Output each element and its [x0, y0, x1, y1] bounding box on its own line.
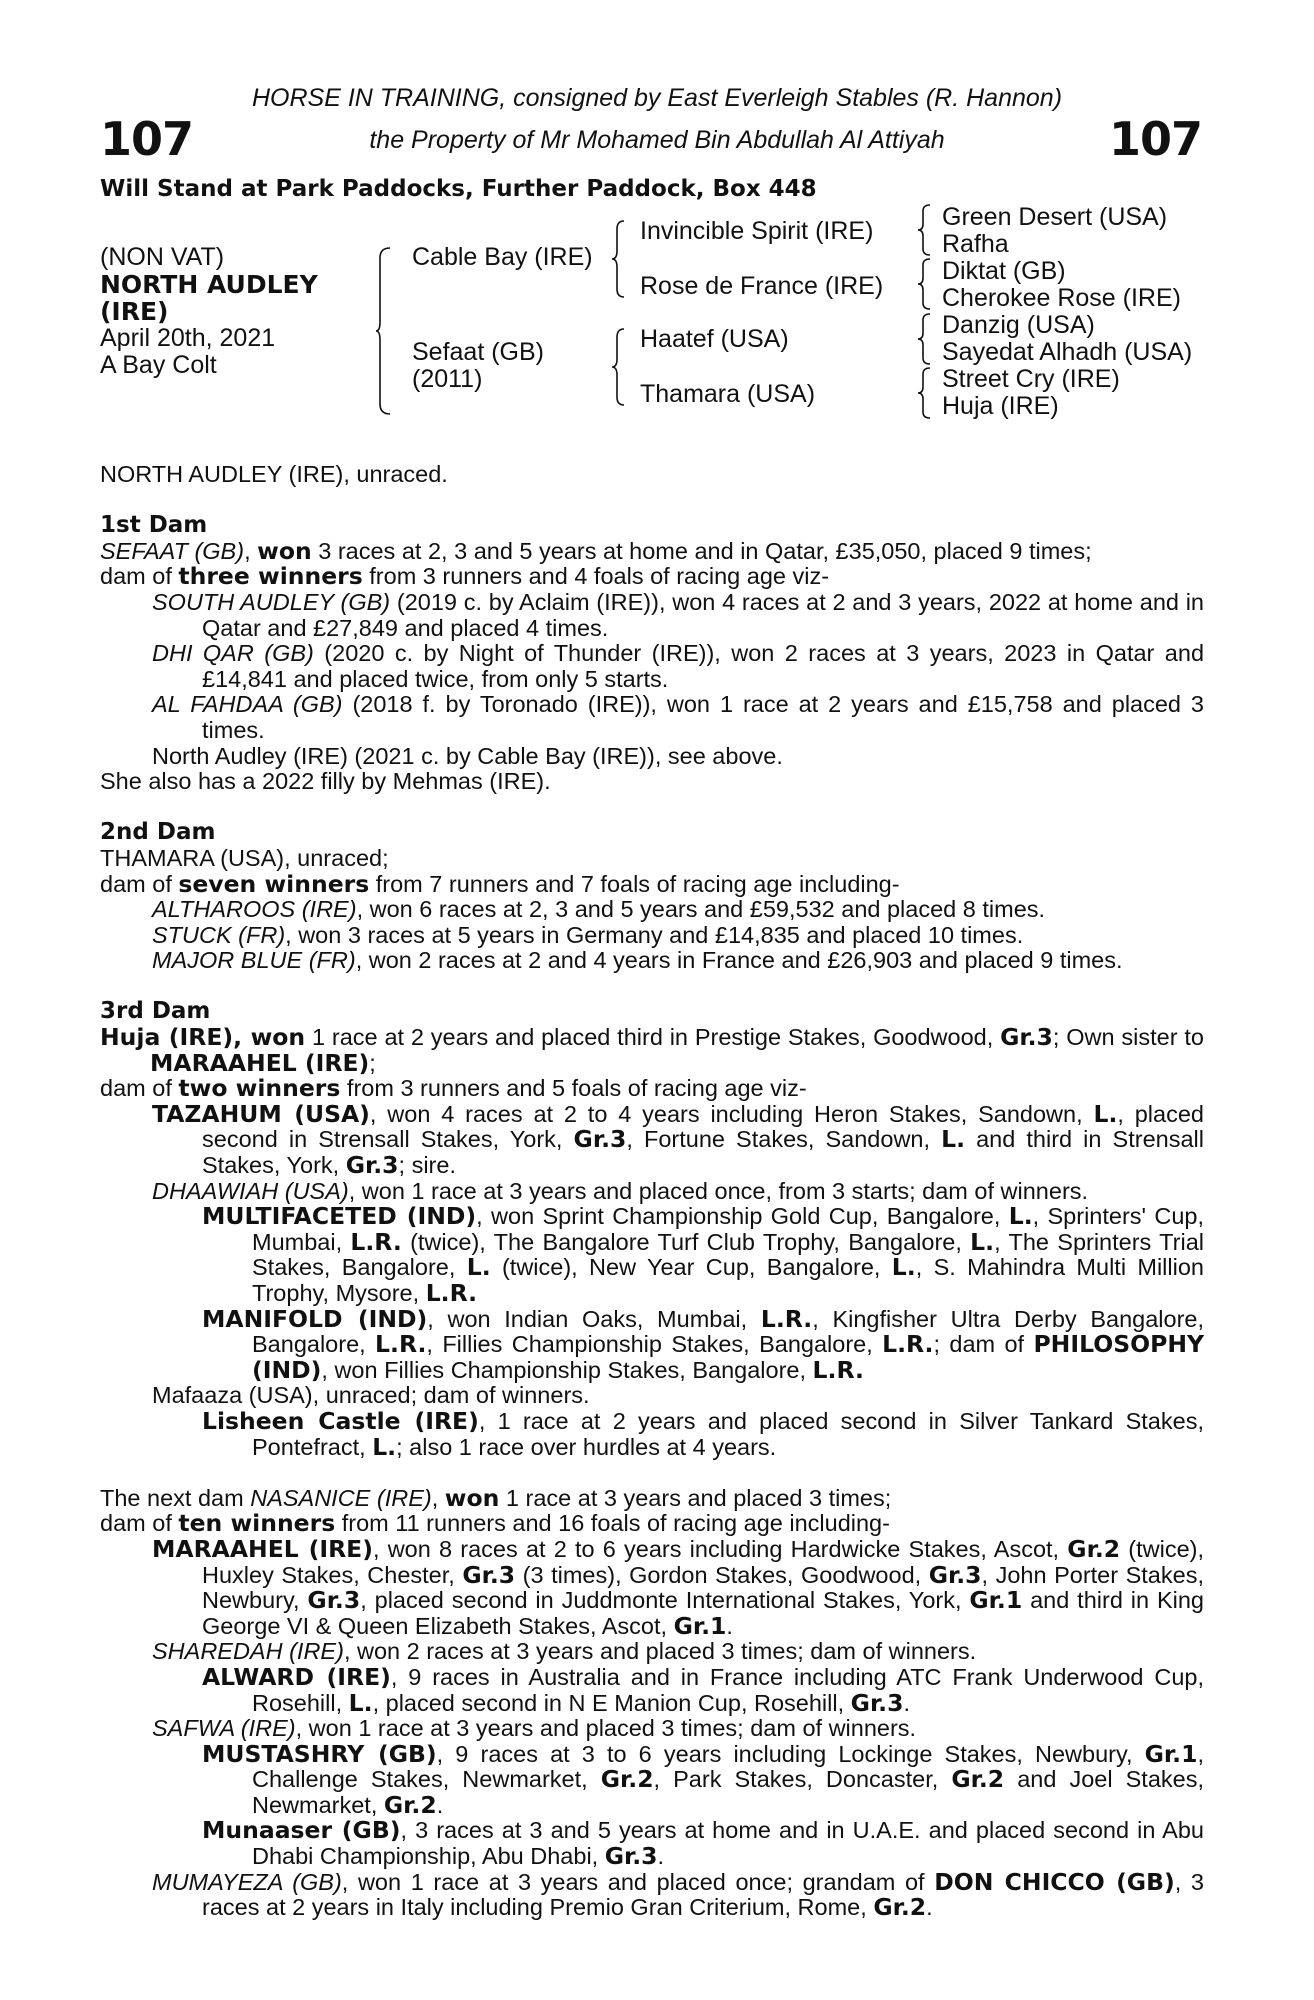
g2-brace	[918, 257, 934, 311]
text: from 3 runners and 5 foals of racing age viz-	[340, 1075, 807, 1102]
grade-label: L.	[348, 1688, 373, 1717]
text: , won 1 race at 3 years and placed once; grandam of	[341, 1868, 935, 1895]
record-text: (2019 c. by Aclaim (IRE)), won 4 races at 2 and 3 years, 2022 at home and in Qatar and £27,849 and placed 4 times.	[202, 588, 1204, 641]
lot-number-left: 107	[100, 112, 194, 166]
text: ; also 1 race over hurdles at 4 years.	[396, 1433, 777, 1460]
horse-name: NASANICE (IRE)	[250, 1484, 432, 1511]
grade-label: Gr.3	[850, 1688, 904, 1717]
produce-stuck	[100, 923, 1204, 949]
grade-label: L.	[372, 1432, 397, 1461]
text: , won 1 race at 3 years and placed once, from 3 starts; dam of winners.	[348, 1177, 1089, 1204]
text: ;	[369, 1049, 376, 1076]
grade-label: Gr.1	[673, 1611, 727, 1640]
record-text: , won 3 races at 5 years in Germany and £14,835 and placed 10 times.	[285, 921, 1024, 948]
grade-label: Gr.3	[1000, 1023, 1053, 1052]
gen3-6: Sayedat Alhadh (USA)	[942, 338, 1193, 366]
grade-label: L.R.	[375, 1330, 427, 1359]
produce-safwa	[100, 1716, 1204, 1742]
text: (twice), The Bangalore Turf Club Trophy, Bangalore,	[401, 1228, 971, 1255]
winners-count: three winners	[178, 562, 363, 591]
first-dam-also: She also has a 2022 filly by Mehmas (IRE).	[100, 768, 551, 795]
grade-label: L.	[1093, 1099, 1118, 1128]
winners-count: ten winners	[178, 1509, 336, 1538]
text: dam of	[100, 870, 179, 897]
horse-name: SHAREDAH (IRE)	[152, 1638, 344, 1665]
text: , won Sprint Championship Gold Cup, Bangalore,	[476, 1203, 1009, 1230]
grade-label: L.	[970, 1227, 995, 1256]
grade-label: Gr.1	[1144, 1739, 1198, 1768]
grade-label: L.R.	[425, 1279, 478, 1307]
horse-name: MUMAYEZA (GB)	[152, 1868, 342, 1895]
text: , Kingfisher Ultra Derby Bangalore, Bangalore,	[252, 1305, 1204, 1358]
grade-label: Gr.3	[928, 1560, 982, 1589]
produce-munaaser	[100, 1818, 1204, 1869]
text: and third in Strensall Stakes, York,	[202, 1126, 1204, 1179]
grade-label: Gr.2	[1067, 1534, 1121, 1563]
sire-line-brace	[612, 219, 628, 299]
text: .	[926, 1894, 933, 1921]
text: , placed second in Strensall Stakes, York,	[202, 1100, 1204, 1153]
grade-label: L.R.	[812, 1355, 864, 1384]
produce-manifold	[100, 1304, 1205, 1384]
horse-name: MUSTASHRY (GB)	[202, 1739, 437, 1768]
text: (twice), New Year Cup, Bangalore,	[490, 1254, 892, 1281]
produce-maraahel	[100, 1534, 1205, 1640]
grade-label: Gr.3	[573, 1125, 627, 1154]
horse-name: DON CHICCO (GB)	[934, 1867, 1175, 1896]
produce-al-fahdaa	[100, 692, 1204, 743]
horse-name: SAFWA (IRE)	[152, 1715, 296, 1742]
produce-dhi-qar	[100, 641, 1204, 692]
text: , placed second in N E Manion Cup, Rosehill,	[372, 1689, 851, 1716]
gen3-5: Danzig (USA)	[942, 311, 1095, 339]
section-gap	[100, 1460, 1204, 1486]
produce-lisheen-castle	[100, 1406, 1204, 1461]
won-label: , won	[233, 1023, 306, 1052]
text: , placed second in Juddmonte International Stakes, York,	[360, 1587, 970, 1614]
text: , 9 races at 3 to 6 years including Lockinge Stakes, Newbury,	[436, 1740, 1145, 1767]
text: , John Porter Stakes, Newbury,	[202, 1561, 1204, 1614]
second-dam-line: THAMARA (USA), unraced;	[100, 844, 389, 871]
gen3-2: Rafha	[942, 230, 1009, 258]
gen3-8: Huja (IRE)	[942, 392, 1059, 420]
produce-altharoos	[100, 897, 1204, 923]
text: , 1 race at 2 years and placed second in Silver Tankard Stakes, Pontefract,	[252, 1407, 1204, 1460]
dam-sire: Haatef (USA)	[640, 325, 789, 353]
second-dam-heading: 2nd Dam	[100, 819, 216, 846]
grade-label: L.	[941, 1125, 966, 1154]
text: (3 times), Gordon Stakes, Goodwood,	[515, 1561, 929, 1588]
text: The next dam	[100, 1484, 251, 1511]
grade-label: Gr.1	[969, 1586, 1023, 1615]
first-dam-name: SEFAAT (GB)	[100, 537, 245, 564]
g3-brace	[918, 312, 934, 366]
text: , won 2 races at 3 years and placed 3 times; dam of winners.	[343, 1638, 977, 1665]
first-dam-produce-summary	[100, 564, 1204, 590]
record-text: 3 races at 2, 3 and 5 years at home and in Qatar, £35,050, placed 9 times;	[311, 537, 1092, 564]
text: ; Own sister to	[1052, 1024, 1204, 1051]
g4-brace	[918, 366, 934, 420]
text: .	[903, 1689, 910, 1716]
produce-mustashry	[100, 1739, 1204, 1819]
text: dam of	[100, 1510, 179, 1537]
next-dam-record	[100, 1483, 1204, 1512]
horse-name: MARAAHEL (IRE)	[152, 1534, 373, 1563]
text: , Fortune Stakes, Sandown,	[626, 1126, 942, 1153]
horse-name: Huja (IRE)	[100, 1023, 234, 1052]
text: , 9 races in Australia and in France including ATC Frank Underwood Cup, Rosehill,	[252, 1663, 1205, 1716]
dam-line-brace	[612, 327, 628, 407]
first-dam-heading: 1st Dam	[100, 512, 208, 539]
grade-label: L.R.	[882, 1330, 934, 1359]
text: , won 4 races at 2 to 4 years including Heron Stakes, Sandown,	[369, 1100, 1094, 1127]
next-dam-produce-summary	[100, 1511, 1204, 1537]
catalogue-body	[100, 462, 1204, 1921]
horse-name: STUCK (FR)	[152, 921, 286, 948]
third-dam-produce-summary	[100, 1076, 1204, 1102]
won-label: won	[257, 536, 312, 565]
text: , Challenge Stakes, Newmarket,	[252, 1740, 1204, 1793]
grade-label: Gr.3	[307, 1586, 361, 1615]
owner-line: the Property of Mr Mohamed Bin Abdullah Al Attiyah	[369, 126, 945, 154]
grade-label: Gr.3	[462, 1560, 516, 1589]
dam-dam: Thamara (USA)	[640, 380, 816, 408]
dam-year: (2011)	[412, 365, 483, 393]
g1-brace	[918, 203, 934, 257]
produce-mumayeza	[100, 1867, 1204, 1922]
text: , won 1 race at 3 years and placed 3 times; dam of winners.	[295, 1715, 917, 1742]
gen3-7: Street Cry (IRE)	[942, 365, 1120, 393]
text: , Fillies Championship Stakes, Bangalore,	[426, 1331, 883, 1358]
consignor-line: HORSE IN TRAINING, consigned by East Everleigh Stables (R. Hannon)	[251, 84, 1063, 112]
horse-name: Lisheen Castle (IRE)	[202, 1406, 479, 1435]
grade-label: L.	[466, 1253, 491, 1282]
sire-sire: Invincible Spirit (IRE)	[640, 217, 874, 245]
grade-label: L.R.	[760, 1304, 813, 1333]
horse-name: TAZAHUM (USA)	[152, 1099, 370, 1128]
produce-alward	[100, 1662, 1205, 1717]
produce-north-audley: North Audley (IRE) (2021 c. by Cable Bay (IRE)), see above.	[152, 742, 783, 769]
produce-major-blue	[100, 948, 1204, 974]
sire-dam: Rose de France (IRE)	[640, 272, 884, 300]
stand-location: Will Stand at Park Paddocks, Further Paddock, Box 448	[100, 176, 817, 202]
foaling-date: April 20th, 2021	[100, 324, 276, 352]
dam: Sefaat (GB)	[412, 338, 544, 366]
winners-count: seven winners	[178, 869, 370, 898]
produce-sharedah	[100, 1639, 1204, 1665]
text: dam of	[100, 563, 179, 590]
produce-dhaawiah	[100, 1179, 1204, 1205]
text: ,	[431, 1484, 445, 1511]
grade-label: L.	[1008, 1202, 1033, 1231]
text: from 11 runners and 16 foals of racing age including-	[335, 1510, 890, 1537]
horse-name: MANIFOLD (IND)	[202, 1304, 428, 1333]
gen3-3: Diktat (GB)	[942, 257, 1066, 285]
grade-label: Gr.2	[600, 1765, 654, 1794]
grade-label: Gr.2	[383, 1790, 437, 1819]
text: , won 8 races at 2 to 6 years including Hardwicke Stakes, Ascot,	[372, 1535, 1068, 1562]
produce-mafaaza: Mafaaza (USA), unraced; dam of winners.	[152, 1382, 590, 1409]
produce-multifaceted	[100, 1204, 1204, 1306]
text: , The Sprinters Trial Stakes, Bangalore,	[252, 1228, 1204, 1281]
grade-label: L.	[891, 1253, 916, 1282]
won-label: won	[444, 1483, 500, 1512]
horse-name: SOUTH AUDLEY (GB)	[152, 588, 391, 615]
text: , S. Mahindra Multi Million Trophy, Mysore,	[252, 1254, 1204, 1306]
grade-label: Gr.3	[345, 1151, 399, 1180]
text: , Park Stakes, Doncaster,	[653, 1766, 952, 1793]
third-dam-record	[100, 1025, 1204, 1076]
text: .	[436, 1791, 444, 1818]
grade-label: Gr.2	[951, 1765, 1005, 1794]
record-text: , won 2 races at 2 and 4 years in France and £26,903 and placed 9 times.	[355, 947, 1123, 974]
horse-name: AL FAHDAA (GB)	[152, 691, 343, 718]
text: .	[657, 1843, 665, 1870]
sire-dam-brace	[376, 246, 396, 416]
text: , won Fillies Championship Stakes, Bangalore,	[321, 1356, 813, 1383]
grade-label: L.R.	[350, 1227, 402, 1256]
second-dam-produce-summary	[100, 869, 1204, 898]
horse-name: Munaaser (GB)	[202, 1816, 401, 1845]
grade-label: Gr.3	[604, 1842, 658, 1871]
text: dam of	[100, 1075, 179, 1102]
horse-name: MULTIFACETED (IND)	[202, 1202, 477, 1231]
text: from 3 runners and 4 foals of racing age viz-	[362, 563, 830, 590]
text: (twice), Huxley Stakes, Chester,	[202, 1535, 1205, 1588]
lot-number-right: 107	[1108, 112, 1202, 166]
horse-name: MAJOR BLUE (FR)	[152, 947, 356, 974]
text: from 7 runners and 7 foals of racing age including-	[369, 870, 900, 897]
horse-name: MARAAHEL (IRE)	[150, 1048, 370, 1077]
first-dam-record: SEFAAT (GB), won 3 races at 2, 3 and 5 years at home and in Qatar, £35,050, placed 9 times;	[100, 536, 1092, 565]
horse-name: PHILOSOPHY (IND)	[252, 1330, 1205, 1384]
horse-name: NORTH AUDLEY	[100, 270, 318, 299]
horse-name: DHI QAR (GB)	[152, 640, 314, 667]
winners-count: two winners	[178, 1074, 341, 1103]
vat-status: (NON VAT)	[100, 243, 225, 271]
horse-name: DHAAWIAH (USA)	[152, 1177, 349, 1204]
horse-name: ALTHAROOS (IRE)	[152, 896, 357, 923]
intro-line: NORTH AUDLEY (IRE), unraced.	[100, 461, 448, 487]
horse-description: A Bay Colt	[100, 351, 217, 379]
horse-name: ALWARD (IRE)	[202, 1662, 391, 1691]
text: .	[726, 1612, 733, 1639]
text: and Joel Stakes, Newmarket,	[252, 1766, 1204, 1818]
gen3-1: Green Desert (USA)	[942, 203, 1168, 231]
record-text: (2020 c. by Night of Thunder (IRE)), won 2 races at 3 years, 2023 in Qatar and £14,841 and placed twice, from only 5 starts.	[202, 640, 1205, 692]
horse-name-suffix: (IRE)	[100, 297, 169, 326]
gen3-4: Cherokee Rose (IRE)	[942, 284, 1181, 312]
text: 1 race at 3 years and placed 3 times;	[499, 1484, 892, 1511]
text: , 3 races at 3 and 5 years at home and in U.A.E. and placed second in Abu Dhabi Championship, Abu Dhabi,	[252, 1817, 1204, 1870]
produce-south-audley	[100, 590, 1204, 641]
text: ; sire.	[398, 1152, 456, 1179]
text: 1 race at 2 years and placed third in Prestige Stakes, Goodwood,	[305, 1024, 1001, 1051]
record-text: (2018 f. by Toronado (IRE)), won 1 race at 2 years and £15,758 and placed 3 times.	[202, 691, 1205, 743]
text: , won Indian Oaks, Mumbai,	[427, 1305, 761, 1332]
record-text: , won 6 races at 2, 3 and 5 years and £59,532 and placed 8 times.	[356, 896, 1046, 923]
text: ; dam of	[933, 1331, 1034, 1358]
third-dam-heading: 3rd Dam	[100, 998, 211, 1025]
sire: Cable Bay (IRE)	[412, 243, 593, 271]
grade-label: Gr.2	[873, 1893, 927, 1922]
text: and third in King George VI & Queen Elizabeth Stakes, Ascot,	[202, 1587, 1204, 1639]
produce-tazahum	[100, 1099, 1204, 1180]
text: , Sprinters' Cup, Mumbai,	[252, 1203, 1205, 1255]
text: , 3 races at 2 years in Italy including Premio Gran Criterium, Rome,	[202, 1868, 1204, 1921]
